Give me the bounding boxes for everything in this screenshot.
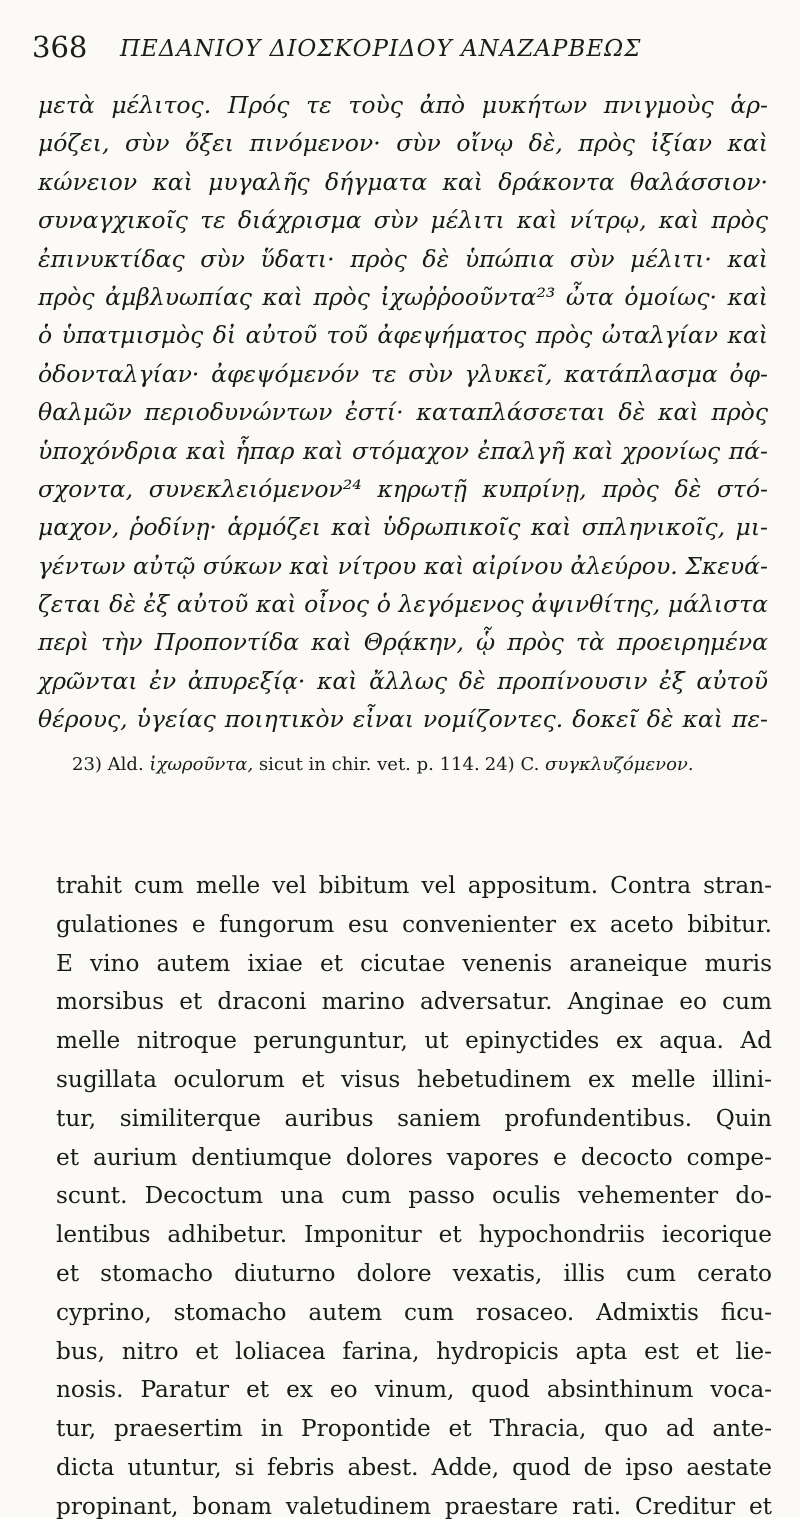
greek-line: σχοντα, συνεκλειόμενον²⁴ κηρωτῇ κυπρίνῃ, πρὸς δὲ στό-: [38, 474, 768, 503]
footnote-source: Ald.: [107, 754, 144, 775]
greek-line: κώνειον καὶ μυγαλῆς δήγματα καὶ δράκοντα θαλάσσιον·: [38, 167, 768, 196]
latin-line: nosis. Paratur et ex eo vinum, quod absinthinum voca-: [56, 1376, 772, 1404]
greek-line: ἐπινυκτίδας σὺν ὕδατι· πρὸς δὲ ὑπώπια σὺν μέλιτι· καὶ: [38, 244, 768, 273]
latin-line: melle nitroque perunguntur, ut epinyctides ex aqua. Ad: [56, 1027, 772, 1055]
latin-line: lentibus adhibetur. Imponitur et hypochondriis iecorique: [56, 1221, 772, 1249]
latin-line: sugillata oculorum et visus hebetudinem ex melle illini-: [56, 1065, 772, 1093]
footnote-greek: ἰχωροῦντα,: [149, 754, 254, 775]
greek-line: ὀδονταλγίαν· ἀφεψόμενόν τε σὺν γλυκεῖ, κατάπλασμα ὀφ-: [38, 359, 768, 388]
latin-line: dicta utuntur, si febris abest. Adde, quod de ipso aestate: [56, 1453, 772, 1481]
greek-line: θαλμῶν περιοδυνώντων ἐστί· καταπλάσσεται δὲ καὶ πρὸς: [38, 398, 768, 427]
footnote-24: [485, 745, 694, 785]
latin-line: et aurium dentiumque dolores vapores e decocto compe-: [56, 1143, 772, 1171]
greek-text-block: [38, 86, 768, 739]
footnote-23: [72, 745, 480, 785]
greek-line: θέρους, ὑγείας ποιητικὸν εἶναι νομίζοντες. δοκεῖ δὲ καὶ πε-: [38, 705, 768, 734]
footnote-number: 24): [484, 754, 515, 775]
greek-line: μαχον, ῥοδίνῃ· ἁρμόζει καὶ ὑδρωπικοῖς καὶ σπληνικοῖς, μι-: [38, 513, 768, 542]
greek-line: γέντων αὐτῷ σύκων καὶ νίτρου καὶ αἰρίνου ἀλεύρου. Σκευά-: [38, 551, 768, 580]
greek-line: μόζει, σὺν ὄξει πινόμενον· σὺν οἴνῳ δὲ, πρὸς ἰξίαν καὶ: [38, 129, 768, 158]
latin-line: scunt. Decoctum una cum passo oculis vehementer do-: [56, 1182, 772, 1210]
greek-line: συναγχικοῖς τε διάχρισμα σὺν μέλιτι καὶ νίτρῳ, καὶ πρὸς: [38, 206, 768, 235]
latin-line: et stomacho diuturno dolore vexatis, illis cum cerato: [56, 1259, 772, 1287]
greek-line: περὶ τὴν Προποντίδα καὶ Θρᾴκην, ᾧ πρὸς τὰ προειρημένα: [38, 628, 768, 657]
page-header: [30, 22, 760, 74]
footnote-note: sicut in chir. vet. p. 114.: [258, 754, 480, 775]
footnote-source: C.: [520, 754, 540, 775]
latin-line: tur, similiterque auribus saniem profundentibus. Quin: [56, 1104, 772, 1132]
greek-line: χρῶνται ἐν ἀπυρεξίᾳ· καὶ ἄλλως δὲ προπίνουσιν ἐξ αὐτοῦ: [38, 666, 768, 695]
greek-line: ὁ ὑπατμισμὸς δἰ αὐτοῦ τοῦ ἀφεψήματος πρὸς ὠταλγίαν καὶ: [38, 321, 768, 350]
running-head: ΠΕΔΑΝΙΟΥ ΔΙΟΣΚΟΡΙΔΟΥ ΑΝΑΖΑΡΒΕΩΣ: [120, 36, 642, 62]
latin-text-block: [56, 867, 772, 1527]
greek-line: ὑποχόνδρια καὶ ἧπαρ καὶ στόμαχον ἐπαλγῆ καὶ χρονίως πά-: [38, 436, 768, 465]
footnote-greek: συγκλυζόμενον.: [545, 754, 694, 775]
greek-line: πρὸς ἀμβλυωπίας καὶ πρὸς ἰχωῤῥοοῦντα²³ ὦτα ὁμοίως· καὶ: [38, 282, 768, 311]
greek-line: ζεται δὲ ἐξ αὐτοῦ καὶ οἶνος ὁ λεγόμενος ἀψινθίτης, μάλιστα: [38, 590, 768, 619]
latin-line: gulationes e fungorum esu convenienter ex aceto bibitur.: [56, 910, 772, 938]
latin-line: E vino autem ixiae et cicutae venenis araneique muris: [56, 949, 772, 977]
latin-line: tur, praesertim in Propontide et Thracia, quo ad ante-: [56, 1415, 772, 1443]
latin-line: trahit cum melle vel bibitum vel appositum. Contra stran-: [56, 872, 772, 899]
latin-line: propinant, bonam valetudinem praestare rati. Creditur et: [56, 1492, 772, 1520]
footnotes: [72, 745, 712, 785]
latin-line: bus, nitro et loliacea farina, hydropicis apta est et lie-: [56, 1337, 772, 1365]
latin-line: cyprino, stomacho autem cum rosaceo. Admixtis ficu-: [56, 1298, 772, 1326]
latin-line: morsibus et draconi marino adversatur. Anginae eo cum: [56, 988, 772, 1016]
greek-line: μετὰ μέλιτος. Πρός τε τοὺς ἀπὸ μυκήτων πνιγμοὺς ἁρ-: [38, 91, 768, 119]
page-number: 368: [32, 30, 88, 64]
footnote-number: 23): [72, 754, 102, 775]
